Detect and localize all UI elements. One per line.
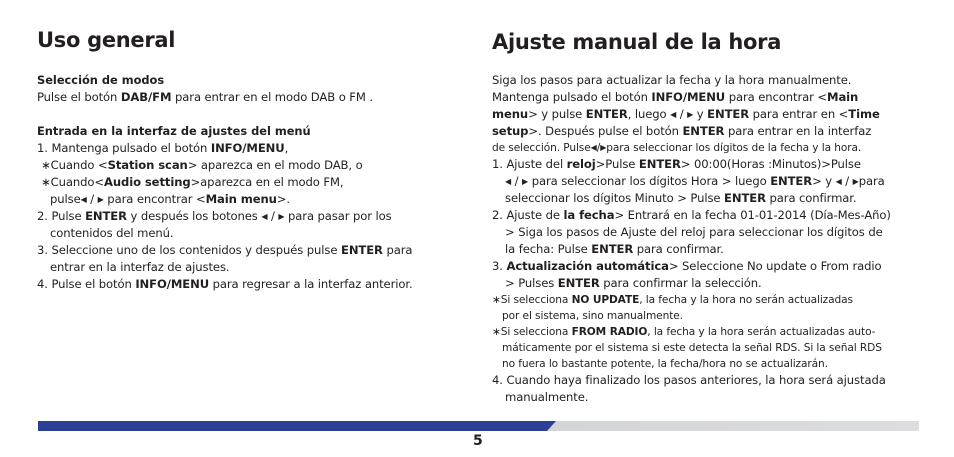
step3-line-2: > Pulses ENTER para confirmar la selección.: [505, 276, 762, 290]
menu-heading: Entrada en la interfaz de ajustes del menú: [37, 124, 311, 138]
footer-bar-blue: [38, 421, 556, 431]
step2-line-2: > Siga los pasos de Ajuste del reloj para seleccionar los dígitos de: [505, 225, 883, 239]
right-arrow-icon: ▶: [600, 143, 607, 152]
right-arrow-icon: ▶: [522, 177, 529, 186]
note2-line-2: máticamente por el sistema si este detecta la señal RDS. Si la señal RDS: [502, 342, 882, 354]
menu-line-5: 2. Pulse ENTER y después los botones ◀ / ▶ para pasar por los: [37, 209, 392, 223]
note2-line-3: no fuera lo bastante potente, la fecha/hora no se actualizarán.: [502, 358, 828, 370]
note1-line-1: ∗Si selecciona NO UPDATE, la fecha y la hora no serán actualizadas: [492, 294, 853, 306]
right-arrow-icon: ▶: [97, 195, 104, 204]
left-arrow-icon: ◀: [835, 177, 842, 186]
right-column: [492, 28, 928, 406]
menu-line-1: 1. Mantenga pulsado el botón INFO/MENU,: [37, 141, 289, 155]
intro-line-4: setup>. Después pulse el botón ENTER para entrar en la interfaz: [492, 124, 872, 138]
step2-line-1: 2. Ajuste de la fecha> Entrará en la fecha 01-01-2014 (Día-Mes-Año): [492, 208, 891, 222]
menu-line-7: 3. Seleccione uno de los contenidos y después pulse ENTER para: [37, 243, 413, 257]
left-arrow-icon: ◀: [670, 110, 677, 119]
menu-line-3: ∗Cuando<Audio setting>aparezca en el modo FM,: [41, 175, 344, 189]
step3-line-1: 3. Actualización automática> Seleccione No update o From radio: [492, 259, 882, 273]
note2-line-1: ∗Si selecciona FROM RADIO, la fecha y la hora serán actualizadas auto-: [492, 326, 876, 338]
right-arrow-icon: ▶: [687, 110, 694, 119]
section-title-ajuste-manual: Ajuste manual de la hora: [492, 30, 782, 54]
step1-line-3: seleccionar los dígitos Minuto > Pulse ENTER para confirmar.: [505, 191, 857, 205]
modes-heading: Selección de modos: [37, 73, 165, 87]
section-title-uso-general: Uso general: [37, 28, 176, 52]
intro-line-1: Siga los pasos para actualizar la fecha y la hora manualmente.: [492, 73, 852, 87]
left-arrow-icon: ◀: [505, 177, 512, 186]
left-arrow-icon: ◀: [80, 195, 87, 204]
left-arrow-icon: ◀: [261, 212, 268, 221]
step2-line-3: la fecha: Pulse ENTER para confirmar.: [505, 242, 724, 256]
page-number: 5: [473, 433, 483, 449]
left-column: [37, 28, 457, 293]
step1-line-2: ◀ / ▶ para seleccionar los dígitos Hora > luego ENTER> y ◀ / ▶para: [505, 174, 885, 188]
intro-line-5: de selección. Pulse◀/▶para seleccionar los dígitos de la fecha y la hora.: [492, 142, 862, 154]
note1-line-2: por el sistema, sino manualmente.: [502, 310, 683, 322]
step1-line-1: 1. Ajuste del reloj>Pulse ENTER> 00:00(Horas :Minutos)>Pulse: [492, 157, 861, 171]
intro-line-3: menu> y pulse ENTER, luego ◀ / ▶ y ENTER para entrar en <Time: [492, 107, 880, 121]
menu-line-8: entrar en la interfaz de ajustes.: [50, 260, 230, 274]
menu-line-9: 4. Pulse el botón INFO/MENU para regresar a la interfaz anterior.: [37, 277, 413, 291]
right-arrow-icon: ▶: [852, 177, 859, 186]
menu-line-4: pulse◀ / ▶ para encontrar <Main menu>.: [50, 192, 290, 206]
menu-line-2: ∗Cuando <Station scan> aparezca en el modo DAB, o: [41, 158, 363, 172]
right-arrow-icon: ▶: [278, 212, 285, 221]
modes-line: Pulse el botón DAB/FM para entrar en el modo DAB o FM .: [37, 90, 373, 104]
step4-line-1: 4. Cuando haya finalizado los pasos anteriores, la hora será ajustada: [492, 373, 886, 387]
menu-line-6: contenidos del menú.: [50, 226, 174, 240]
left-arrow-icon: ◀: [590, 143, 597, 152]
intro-line-2: Mantenga pulsado el botón INFO/MENU para encontrar <Main: [492, 90, 859, 104]
step4-line-2: manualmente.: [505, 390, 589, 404]
